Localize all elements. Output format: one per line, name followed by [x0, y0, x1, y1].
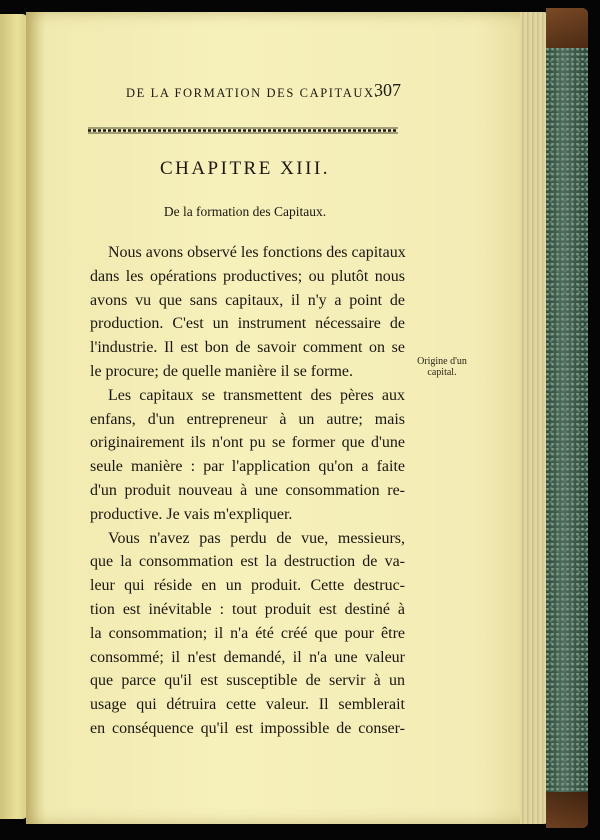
text-line: Vous n'avez pas perdu de vue, messieurs, — [108, 529, 405, 547]
text-line: tion est inévitable : tout produit est destiné à — [90, 600, 405, 618]
chapter-subtitle: De la formation des Capitaux. — [163, 204, 327, 219]
text-line: que la consommation est la destruction de va- — [90, 553, 405, 571]
facing-page-edge — [0, 14, 28, 819]
text-line: Nous avons observé les fonctions des capitaux — [108, 244, 406, 261]
text-line: productive. Je vais m'expliquer. — [90, 505, 293, 523]
text-line: production. C'est un instrument nécessaire de — [90, 315, 405, 333]
text-line: en conséquence qu'il est impossible de conser- — [90, 719, 405, 737]
page-edges — [520, 12, 548, 824]
cover-corner-top — [546, 8, 588, 48]
ornamental-rule — [88, 127, 398, 134]
cover-corner-bottom — [546, 792, 588, 828]
text-line: d'un produit nouveau à une consommation re- — [90, 481, 405, 499]
text-line: la consommation; il n'a été créé que pour être — [90, 624, 405, 642]
text-line: originairement ils n'ont pu se former que d'une — [90, 434, 405, 452]
body-text — [90, 241, 405, 741]
text-line: Les capitaux se transmettent des pères aux — [108, 386, 405, 404]
chapter-title: CHAPITRE XIII. — [159, 158, 331, 179]
page-number: 307 — [374, 80, 401, 100]
text-line: consommé; il n'est demandé, il n'a une valeur — [90, 648, 405, 666]
text-line: dans les opérations productives; ou plutôt nous — [90, 267, 405, 285]
margin-note: Origine d'un capital. — [417, 356, 467, 378]
running-head: DE LA FORMATION DES CAPITAUX. — [126, 86, 380, 100]
text-line: leur qui réside en un produit. Cette destruc- — [90, 577, 405, 595]
text-line: le procure; de quelle manière il se forme. — [90, 362, 353, 380]
text-line: enfans, d'un entrepreneur à un autre; mais — [90, 410, 405, 428]
text-line: que parce qu'il est susceptible de servir à un — [90, 672, 405, 690]
text-line: seule manière : par l'application qu'on a faite — [90, 458, 405, 476]
text-line: avons vu que sans capitaux, il n'y a point de — [90, 291, 405, 309]
text-line: usage qui détruira cette valeur. Il semblerait — [90, 696, 405, 714]
book-cover — [546, 8, 588, 828]
text-line: l'industrie. Il est bon de savoir comment on se — [90, 339, 405, 357]
